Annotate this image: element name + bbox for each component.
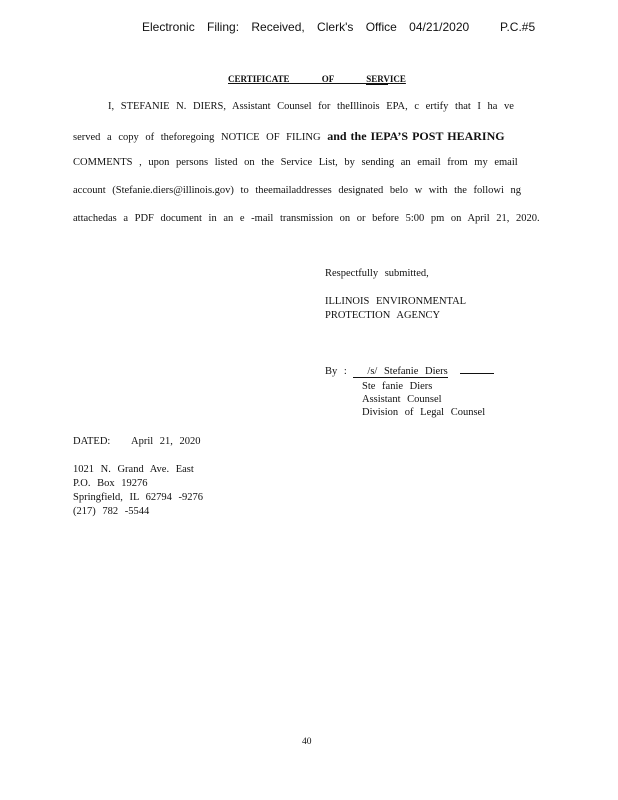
address-line-3: Springfield, IL 62794 -9276 [73, 492, 204, 503]
agency-name-line-1: ILLINOIS ENVIRONMENTAL [325, 296, 467, 307]
signature-underline [460, 373, 494, 374]
body-line-2-emphasis: and the IEPA’S POST HEARING [327, 129, 505, 143]
body-line-5: attachedas a PDF document in an e -mail transmission on or before 5:00 pm on April 21, 2020. [73, 213, 540, 224]
document-title: CERTIFICATE OF SERVICE [228, 74, 406, 84]
dated-value: April 21, 2020 [131, 436, 201, 447]
signer-name: Ste fanie Diers [362, 381, 433, 392]
dated-line [73, 435, 201, 449]
phone-line: (217) 782 -5544 [73, 506, 150, 517]
signer-division: Division of Legal Counsel [362, 407, 486, 418]
closing-text: Respectfully submitted, [325, 268, 429, 279]
address-line-2: P.O. Box 19276 [73, 478, 148, 489]
page-number: 40 [302, 737, 312, 747]
agency-name-line-2: PROTECTION AGENCY [325, 310, 441, 321]
body-line-4: account (Stefanie.diers@illinois.gov) to theemailaddresses designated belo w with the followi ng [73, 185, 521, 196]
signer-title: Assistant Counsel [362, 394, 442, 405]
address-line-1: 1021 N. Grand Ave. East [73, 464, 194, 475]
by-label: By : [325, 366, 347, 377]
dated-label: DATED: [73, 436, 111, 447]
body-line-2 [73, 129, 505, 144]
signature-by-line [325, 366, 494, 378]
body-line-1: I, STEFANIE N. DIERS, Assistant Counsel for theIllinois EPA, c ertify that I ha ve [108, 101, 514, 112]
pc-number: P.C.#5 [500, 20, 536, 34]
signature-text: /s/ Stefanie Diers [367, 366, 448, 377]
body-line-2-text: served a copy of theforegoing NOTICE OF FILING [73, 132, 321, 143]
title-underline [366, 84, 388, 85]
filing-stamp: Electronic Filing: Received, Clerk's Office 04/21/2020 [142, 20, 470, 34]
body-line-3: COMMENTS , upon persons listed on the Service List, by sending an email from my email [73, 157, 518, 168]
signature-field [353, 366, 447, 378]
